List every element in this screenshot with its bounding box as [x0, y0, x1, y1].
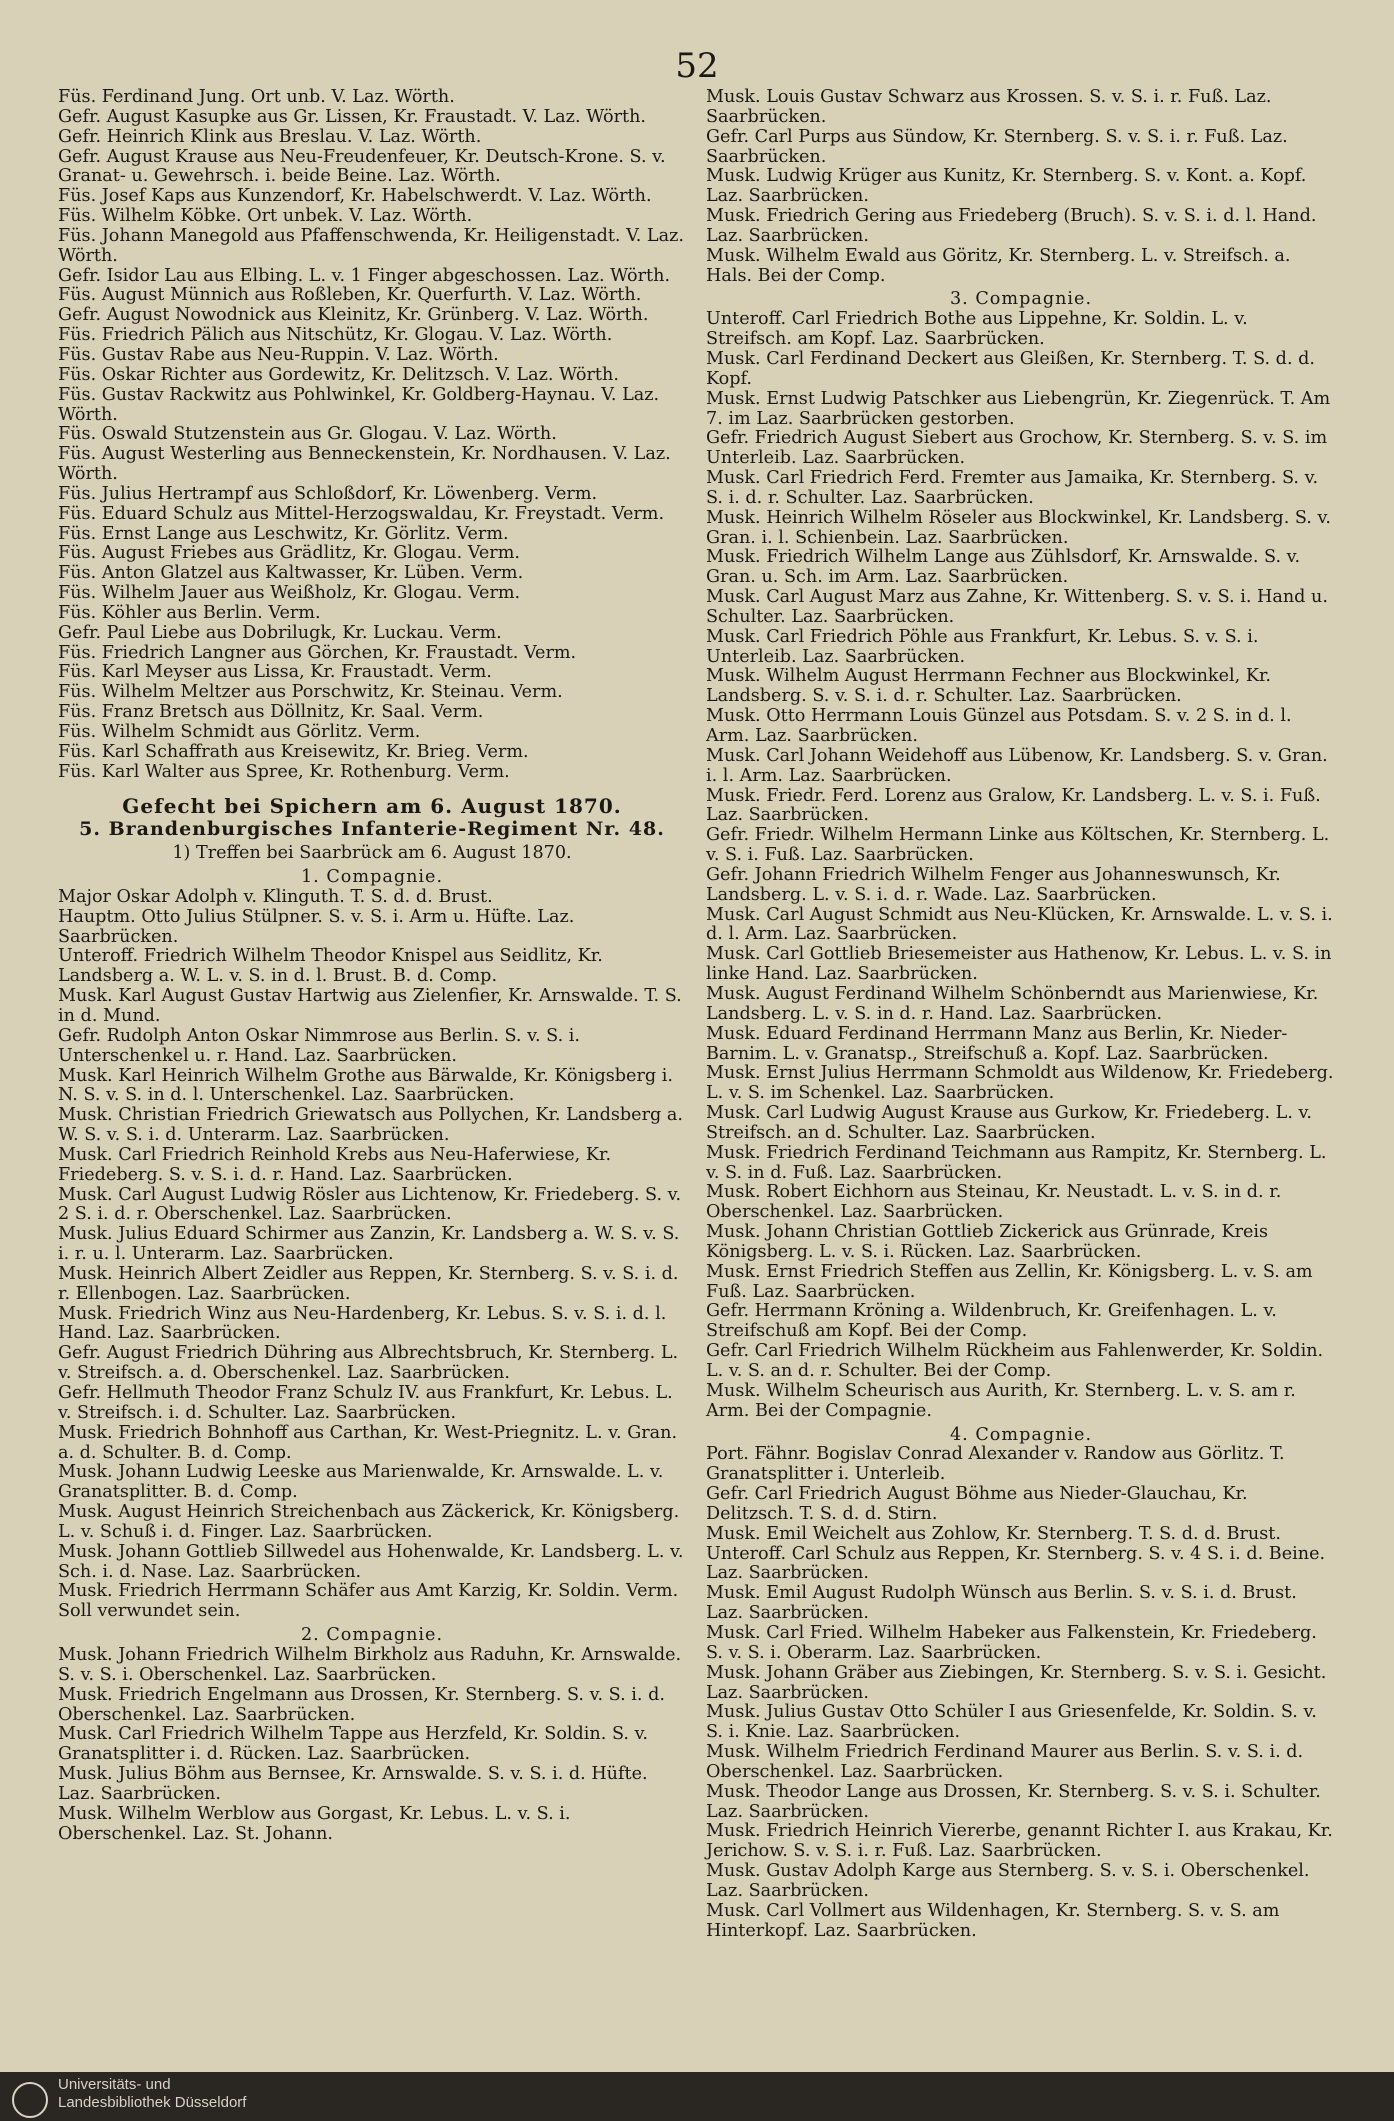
casualty-entry: Gefr. August Kasupke aus Gr. Lissen, Kr. Fraustadt. V. Laz. Wörth.: [58, 106, 647, 127]
casualty-entry: Füs. August Friebes aus Grädlitz, Kr. Glogau. Verm.: [58, 543, 520, 564]
casualty-entry: Füs. Josef Kaps aus Kunzendorf, Kr. Habelschwerdt. V. Laz. Wörth.: [58, 186, 652, 207]
casualty-entry: Füs. Karl Meyser aus Lissa, Kr. Fraustadt. Verm.: [58, 662, 492, 683]
casualty-entry: Musk. Eduard Ferdinand Herrmann Manz aus Berlin, Kr. Nieder-Barnim. L. v. Granatsp., Streifschuß a. Kopf. Laz. Saarbrücken.: [706, 1023, 1288, 1064]
casualty-entry: Musk. Friedrich Herrmann Schäfer aus Amt Karzig, Kr. Soldin. Verm. Soll verwundet sein.: [58, 1581, 679, 1622]
casualty-entry: Musk. Theodor Lange aus Drossen, Kr. Sternberg. S. v. S. i. Schulter. Laz. Saarbrücken.: [706, 1781, 1321, 1822]
casualty-entry: Füs. August Münnich aus Roßleben, Kr. Querfurth. V. Laz. Wörth.: [58, 285, 642, 306]
casualty-entry: Füs. Ferdinand Jung. Ort unb. V. Laz. Wörth.: [58, 87, 455, 107]
casualty-entry: Musk. Louis Gustav Schwarz aus Krossen. S. v. S. i. r. Fuß. Laz. Saarbrücken.: [706, 87, 1272, 127]
casualty-entry: Unteroff. Carl Friedrich Bothe aus Lippehne, Kr. Soldin. L. v. Streifsch. am Kopf. Laz. Saarbrücken.: [706, 309, 1248, 350]
casualty-entry: Füs. Oswald Stutzenstein aus Gr. Glogau. V. Laz. Wörth.: [58, 424, 557, 445]
casualty-entry: Musk. Friedrich Winz aus Neu-Hardenberg, Kr. Lebus. S. v. S. i. d. l. Hand. Laz. Saarbrücken.: [58, 1303, 667, 1344]
casualty-entry: Musk. Carl August Ludwig Rösler aus Lichtenow, Kr. Friedeberg. S. v. 2 S. i. d. r. Oberschenkel. Laz. Saarbrücken.: [58, 1184, 682, 1225]
casualty-entry: Füs. Eduard Schulz aus Mittel-Herzogswaldau, Kr. Freystadt. Verm.: [58, 503, 665, 524]
casualty-entry: Musk. Carl Ludwig August Krause aus Gurkow, Kr. Friedeberg. L. v. Streifsch. an d. Schulter. Laz. Saarbrücken.: [706, 1103, 1312, 1143]
left-column: [58, 88, 686, 1844]
casualty-entry: Musk. Carl Johann Weidehoff aus Lübenow, Kr. Landsberg. S. v. Gran. i. l. Arm. Laz. Saarbrücken.: [706, 745, 1328, 786]
casualty-entry: Füs. Johann Manegold aus Pfaffenschwenda, Kr. Heiligenstadt. V. Laz. Wörth.: [58, 225, 684, 266]
casualty-entry: Gefr. Carl Purps aus Sündow, Kr. Sternberg. S. v. S. i. r. Fuß. Laz. Saarbrücken.: [706, 126, 1288, 167]
casualty-entry: Füs. Wilhelm Köbke. Ort unbek. V. Laz. Wörth.: [58, 206, 473, 227]
casualty-entry: Füs. Oskar Richter aus Gordewitz, Kr. Delitzsch. V. Laz. Wörth.: [58, 364, 619, 385]
casualty-entry: Gefr. Friedrich August Siebert aus Grochow, Kr. Sternberg. S. v. S. im Unterleib. Laz. Saarbrücken.: [706, 428, 1328, 469]
casualty-entry: Füs. Karl Schaffrath aus Kreisewitz, Kr. Brieg. Verm.: [58, 741, 529, 762]
casualty-entry: Musk. Robert Eichhorn aus Steinau, Kr. Neustadt. L. v. S. in d. r. Oberschenkel. Laz. Saarbrücken.: [706, 1182, 1282, 1223]
section-heading: 4. Compagnie.: [949, 1424, 1093, 1445]
casualty-entry: Füs. Karl Walter aus Spree, Kr. Rothenburg. Verm.: [58, 761, 510, 782]
casualty-entry: Füs. Köhler aus Berlin. Verm.: [58, 602, 321, 623]
casualty-entry: Musk. Wilhelm Friedrich Ferdinand Maurer aus Berlin. S. v. S. i. d. Oberschenkel. Laz. Saarbrücken.: [706, 1742, 1304, 1782]
page-number: 52: [675, 46, 719, 86]
casualty-entry: Gefr. Carl Friedrich August Böhme aus Nieder-Glauchau, Kr. Delitzsch. T. S. d. d. Stirn.: [706, 1484, 1248, 1524]
casualty-entry: Füs. Friedrich Langner aus Görchen, Kr. Fraustadt. Verm.: [58, 642, 577, 663]
casualty-entry: Musk. Ludwig Krüger aus Kunitz, Kr. Sternberg. S. v. Kont. a. Kopf. Laz. Saarbrücken.: [706, 166, 1307, 207]
casualty-entry: Gefr. August Friedrich Dühring aus Albrechtsbruch, Kr. Sternberg. L. v. Streifsch. a. d. Oberschenkel. Laz. Saarbrücken.: [58, 1343, 679, 1384]
casualty-entry: Musk. August Heinrich Streichenbach aus Zäckerick, Kr. Königsberg. L. v. Schuß i. d. Finger. Laz. Saarbrücken.: [58, 1502, 680, 1542]
casualty-entry: Musk. Carl August Marz aus Zahne, Kr. Wittenberg. S. v. S. i. Hand u. Schulter. Laz. Saarbrücken.: [706, 587, 1328, 627]
casualty-entry: Musk. Carl Friedrich Reinhold Krebs aus Neu-Haferwiese, Kr. Friedeberg. S. v. S. i. d. r. Hand. Laz. Saarbrücken.: [58, 1144, 612, 1185]
section-heading: 2. Compagnie.: [300, 1625, 444, 1646]
casualty-entry: Musk. Friedrich Heinrich Viererbe, genannt Richter I. aus Krakau, Kr. Jerichow. S. v. S. i. r. Fuß. Laz. Saarbrücken.: [706, 1821, 1333, 1862]
casualty-entry: Musk. Christian Friedrich Griewatsch aus Pollychen, Kr. Landsberg a. W. S. v. S. i. d. Unterarm. Laz. Saarbrücken.: [58, 1105, 683, 1146]
casualty-entry: Musk. August Ferdinand Wilhelm Schönberndt aus Marienwiese, Kr. Landsberg. L. v. S. in d. r. Hand. Laz. Saarbrücken.: [706, 983, 1319, 1024]
casualty-entry: Musk. Friedrich Engelmann aus Drossen, Kr. Sternberg. S. v. S. i. d. Oberschenkel. Laz. Saarbrücken.: [58, 1684, 665, 1725]
casualty-entry: Gefr. Heinrich Klink aus Breslau. V. Laz. Wörth.: [58, 126, 482, 147]
casualty-entry: Musk. Heinrich Albert Zeidler aus Reppen, Kr. Sternberg. S. v. S. i. d. r. Ellenbogen. Laz. Saarbrücken.: [58, 1263, 679, 1304]
casualty-entry: Füs. Julius Hertrampf aus Schloßdorf, Kr. Löwenberg. Verm.: [58, 483, 598, 504]
casualty-entry: Füs. Ernst Lange aus Leschwitz, Kr. Görlitz. Verm.: [58, 523, 509, 544]
section-heading: 1) Treffen bei Saarbrück am 6. August 1870.: [172, 843, 572, 864]
casualty-entry: Musk. Julius Böhm aus Bernsee, Kr. Arnswalde. S. v. S. i. d. Hüfte. Laz. Saarbrücken.: [58, 1764, 648, 1804]
casualty-entry: Musk. Carl Ferdinand Deckert aus Gleißen, Kr. Sternberg. T. S. d. d. Kopf.: [706, 348, 1315, 389]
library-logo-icon: [12, 2082, 48, 2118]
casualty-entry: Musk. Ernst Friedrich Steffen aus Zellin, Kr. Königsberg. L. v. S. am Fuß. Laz. Saarbrücken.: [706, 1261, 1313, 1302]
casualty-entry: Gefr. Paul Liebe aus Dobrilugk, Kr. Luckau. Verm.: [58, 622, 502, 643]
casualty-entry: Musk. Carl Vollmert aus Wildenhagen, Kr. Sternberg. S. v. S. am Hinterkopf. Laz. Saarbrücken.: [706, 1900, 1280, 1941]
casualty-entry: Musk. Heinrich Wilhelm Röseler aus Blockwinkel, Kr. Landsberg. S. v. Gran. i. l. Schienbein. Laz. Saarbrücken.: [706, 507, 1331, 548]
casualty-entry: Füs. Anton Glatzel aus Kaltwasser, Kr. Lüben. Verm.: [58, 563, 524, 584]
casualty-entry: Musk. Wilhelm Ewald aus Göritz, Kr. Sternberg. L. v. Streifsch. a. Hals. Bei der Comp.: [706, 245, 1291, 286]
casualty-entry: Füs. Gustav Rabe aus Neu-Ruppin. V. Laz. Wörth.: [58, 344, 499, 365]
casualty-entry: Gefr. Herrmann Kröning a. Wildenbruch, Kr. Greifenhagen. L. v. Streifschuß am Kopf. Bei der Comp.: [706, 1301, 1277, 1342]
casualty-entry: Musk. Friedr. Ferd. Lorenz aus Gralow, Kr. Landsberg. L. v. S. i. Fuß. Laz. Saarbrücken.: [706, 785, 1321, 826]
casualty-entry: Füs. Wilhelm Schmidt aus Görlitz. Verm.: [58, 722, 421, 742]
casualty-entry: Gefr. Hellmuth Theodor Franz Schulz IV. aus Frankfurt, Kr. Lebus. L. v. Streifsch. i. d. Schulter. Laz. Saarbrücken.: [58, 1383, 673, 1423]
casualty-entry: Musk. Carl Gottlieb Briesemeister aus Hathenow, Kr. Lebus. L. v. S. in linke Hand. Laz. Saarbrücken.: [706, 944, 1332, 985]
casualty-entry: Musk. Gustav Adolph Karge aus Sternberg. S. v. S. i. Oberschenkel. Laz. Saarbrücken.: [706, 1861, 1310, 1901]
casualty-entry: Füs. Gustav Rackwitz aus Pohlwinkel, Kr. Goldberg-Haynau. V. Laz. Wörth.: [58, 384, 660, 425]
right-column: [706, 88, 1336, 1941]
casualty-entry: Musk. Friedrich Bohnhoff aus Carthan, Kr. West-Priegnitz. L. v. Gran. a. d. Schulter. B. d. Comp.: [58, 1422, 678, 1463]
casualty-entry: Musk. Karl August Gustav Hartwig aus Zielenfier, Kr. Arnswalde. T. S. in d. Mund.: [58, 986, 682, 1026]
casualty-entry: Füs. Franz Bretsch aus Döllnitz, Kr. Saal. Verm.: [58, 702, 484, 723]
casualty-entry: Musk. Carl Friedrich Wilhelm Tappe aus Herzfeld, Kr. Soldin. S. v. Granatsplitter i. d. Rücken. Laz. Saarbrücken.: [58, 1724, 649, 1765]
casualty-entry: Musk. Wilhelm Werblow aus Gorgast, Kr. Lebus. L. v. S. i. Oberschenkel. Laz. St. Johann.: [58, 1803, 571, 1844]
casualty-entry: Füs. Wilhelm Meltzer aus Porschwitz, Kr. Steinau. Verm.: [58, 682, 563, 703]
casualty-entry: Musk. Otto Herrmann Louis Günzel aus Potsdam. S. v. 2 S. in d. l. Arm. Laz. Saarbrücken.: [706, 706, 1292, 746]
casualty-entry: Füs. Friedrich Pälich aus Nitschütz, Kr. Glogau. V. Laz. Wörth.: [58, 325, 613, 346]
casualty-entry: Major Oskar Adolph v. Klinguth. T. S. d. d. Brust.: [58, 886, 493, 907]
section-heading: 5. Brandenburgisches Infanterie-Regiment Nr. 48.: [79, 818, 665, 841]
casualty-entry: Musk. Johann Friedrich Wilhelm Birkholz aus Raduhn, Kr. Arnswalde. S. v. S. i. Oberschenkel. Laz. Saarbrücken.: [58, 1644, 682, 1685]
casualty-entry: Musk. Julius Gustav Otto Schüler I aus Griesenfelde, Kr. Soldin. S. v. S. i. Knie. Laz. Saarbrücken.: [706, 1702, 1317, 1743]
casualty-entry: Gefr. Carl Friedrich Wilhelm Rückheim aus Fahlenwerder, Kr. Soldin. L. v. S. an d. r. Schulter. Bei der Comp.: [706, 1341, 1324, 1381]
casualty-entry: Musk. Friedrich Gering aus Friedeberg (Bruch). S. v. S. i. d. l. Hand. Laz. Saarbrücken.: [706, 206, 1317, 246]
casualty-entry: Musk. Carl Fried. Wilhelm Habeker aus Falkenstein, Kr. Friedeberg. S. v. S. i. Oberarm. Laz. Saarbrücken.: [706, 1622, 1317, 1663]
casualty-entry: Musk. Carl Friedrich Ferd. Fremter aus Jamaika, Kr. Sternberg. S. v. S. i. d. r. Schulter. Laz. Saarbrücken.: [706, 468, 1319, 508]
casualty-entry: Füs. August Westerling aus Benneckenstein, Kr. Nordhausen. V. Laz. Wörth.: [58, 444, 671, 485]
casualty-entry: Musk. Carl Friedrich Pöhle aus Frankfurt, Kr. Lebus. S. v. S. i. Unterleib. Laz. Saarbrücken.: [706, 626, 1259, 667]
casualty-entry: Musk. Wilhelm Scheurisch aus Aurith, Kr. Sternberg. L. v. S. am r. Arm. Bei der Compagnie.: [706, 1380, 1296, 1421]
casualty-entry: Musk. Johann Gottlieb Sillwedel aus Hohenwalde, Kr. Landsberg. L. v. Sch. i. d. Nase. Laz. Saarbrücken.: [58, 1541, 684, 1582]
casualty-entry: Unteroff. Carl Schulz aus Reppen, Kr. Sternberg. S. v. 4 S. i. d. Beine. Laz. Saarbrücken.: [706, 1543, 1326, 1584]
casualty-entry: Unteroff. Friedrich Wilhelm Theodor Knispel aus Seidlitz, Kr. Landsberg a. W. L. v. S. in d. l. Brust. B. d. Comp.: [58, 946, 603, 987]
casualty-entry: Musk. Julius Eduard Schirmer aus Zanzin, Kr. Landsberg a. W. S. v. S. i. r. u. l. Unterarm. Laz. Saarbrücken.: [58, 1224, 680, 1265]
casualty-entry: Gefr. Friedr. Wilhelm Hermann Linke aus Költschen, Kr. Sternberg. L. v. S. i. Fuß. Laz. Saarbrücken.: [706, 825, 1330, 866]
casualty-entry: Musk. Emil Weichelt aus Zohlow, Kr. Sternberg. T. S. d. d. Brust.: [706, 1523, 1281, 1544]
casualty-entry: Gefr. Johann Friedrich Wilhelm Fenger aus Johanneswunsch, Kr. Landsberg. L. v. S. i. d. r. Wade. Laz. Saarbrücken.: [706, 864, 1281, 905]
section-heading: Gefecht bei Spichern am 6. August 1870.: [122, 793, 622, 818]
library-credit-line2: Landesbibliothek Düsseldorf: [58, 2094, 247, 2111]
library-credit-line1: Universitäts- und: [58, 2076, 171, 2093]
casualty-entry: Musk. Johann Christian Gottlieb Zickerick aus Grünrade, Kreis Königsberg. L. v. S. i. Rücken. Laz. Saarbrücken.: [706, 1222, 1269, 1262]
casualty-entry: Gefr. August Nowodnick aus Kleinitz, Kr. Grünberg. V. Laz. Wörth.: [58, 305, 649, 326]
section-heading: 1. Compagnie.: [300, 867, 444, 888]
casualty-entry: Gefr. August Krause aus Neu-Freudenfeuer, Kr. Deutsch-Krone. S. v. Granat- u. Gewehrsch. i. beide Beine. Laz. Wörth.: [58, 146, 666, 187]
casualty-entry: Gefr. Isidor Lau aus Elbing. L. v. 1 Finger abgeschossen. Laz. Wörth.: [58, 265, 671, 286]
casualty-entry: Musk. Johann Gräber aus Ziebingen, Kr. Sternberg. S. v. S. i. Gesicht. Laz. Saarbrücken.: [706, 1662, 1327, 1703]
casualty-entry: Port. Fähnr. Bogislav Conrad Alexander v. Randow aus Görlitz. T. Granatsplitter i. Unterleib.: [706, 1444, 1285, 1485]
casualty-entry: Musk. Ernst Julius Herrmann Schmoldt aus Wildenow, Kr. Friedeberg. L. v. S. im Schenkel. Laz. Saarbrücken.: [706, 1063, 1334, 1104]
casualty-entry: Gefr. Rudolph Anton Oskar Nimmrose aus Berlin. S. v. S. i. Unterschenkel u. r. Hand. Laz. Saarbrücken.: [58, 1025, 580, 1066]
casualty-entry: Musk. Karl Heinrich Wilhelm Grothe aus Bärwalde, Kr. Königsberg i. N. S. v. S. in d. l. Unterschenkel. Laz. Saarbrücken.: [58, 1065, 673, 1106]
casualty-entry: Musk. Wilhelm August Herrmann Fechner aus Blockwinkel, Kr. Landsberg. S. v. S. i. d. r. Schulter. Laz. Saarbrücken.: [706, 666, 1272, 707]
casualty-entry: Musk. Carl August Schmidt aus Neu-Klücken, Kr. Arnswalde. L. v. S. i. d. l. Arm. Laz. Saarbrücken.: [706, 904, 1333, 945]
casualty-entry: Musk. Friedrich Wilhelm Lange aus Zühlsdorf, Kr. Arnswalde. S. v. Gran. u. Sch. im Arm. Laz. Saarbrücken.: [706, 547, 1301, 588]
casualty-entry: Musk. Friedrich Ferdinand Teichmann aus Rampitz, Kr. Sternberg. L. v. S. in d. Fuß. Laz. Saarbrücken.: [706, 1142, 1327, 1183]
library-credit: [58, 2076, 246, 2112]
casualty-entry: Musk. Johann Ludwig Leeske aus Marienwalde, Kr. Arnswalde. L. v. Granatsplitter. B. d. Comp.: [58, 1462, 664, 1503]
casualty-entry: Füs. Wilhelm Jauer aus Weißholz, Kr. Glogau. Verm.: [58, 583, 521, 604]
casualty-entry: Musk. Ernst Ludwig Patschker aus Liebengrün, Kr. Ziegenrück. T. Am 7. im Laz. Saarbrücken gestorben.: [706, 388, 1331, 429]
section-heading: 3. Compagnie.: [949, 289, 1093, 310]
casualty-entry: Hauptm. Otto Julius Stülpner. S. v. S. i. Arm u. Hüfte. Laz. Saarbrücken.: [58, 906, 575, 947]
casualty-entry: Musk. Emil August Rudolph Wünsch aus Berlin. S. v. S. i. d. Brust. Laz. Saarbrücken.: [706, 1583, 1297, 1624]
